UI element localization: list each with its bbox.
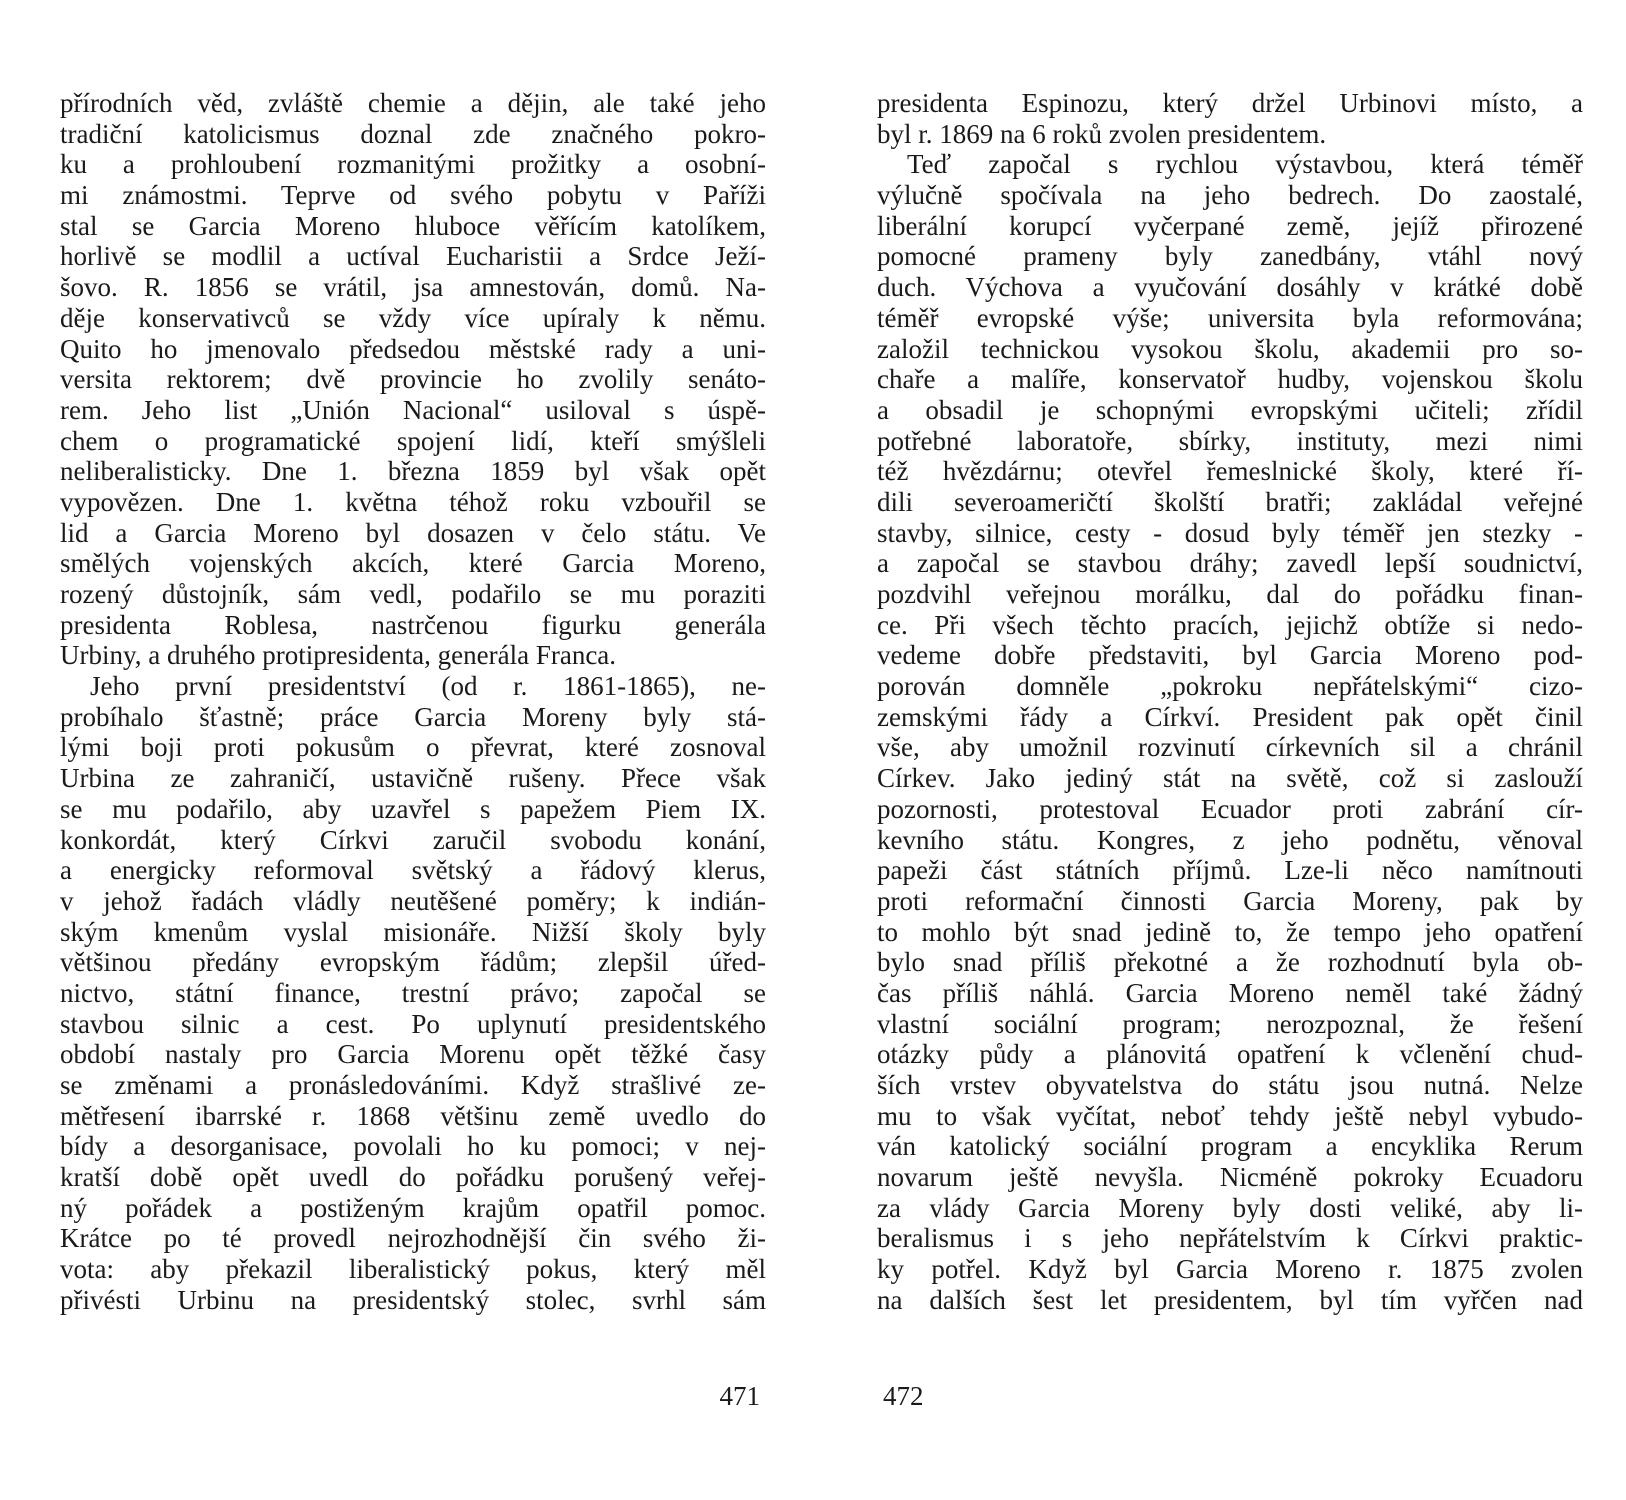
text-line: přivésti Urbinu na presidentský stolec, svrhl sám (60, 1284, 766, 1315)
text-line: lid a Garcia Moreno byl dosazen v čelo státu. Ve (60, 517, 766, 548)
text-line: papeži část státních příjmů. Lze-li něco namítnouti (877, 855, 1583, 886)
text-line: ky potřel. Když byl Garcia Moreno r. 1875 zvolen (877, 1254, 1583, 1285)
page-number: 471 (719, 1381, 760, 1411)
text-line: presidenta Roblesa, nastrčenou figurku generála (60, 609, 766, 640)
text-line: v jehož řadách vládly neutěšené poměry; k indián- (60, 885, 766, 916)
text-line: ších vrstev obyvatelstva do státu jsou nutná. Nelze (877, 1070, 1583, 1100)
text-line: ce. Při všech těchto pracích, jejichž obtíže si nedo- (877, 609, 1583, 640)
text-line: duch. Výchova a vyučování dosáhly v krátké době (877, 272, 1583, 303)
text-line: novarum ještě nevyšla. Nicméně pokroky Ecuadoru (877, 1162, 1583, 1193)
text-line: beralismus i s jeho nepřátelstvím k Církvi praktic- (877, 1223, 1583, 1254)
text-line: nictvo, státní finance, trestní právo; započal se (60, 977, 766, 1008)
text-line: a energicky reformoval světský a řádový klerus, (60, 855, 766, 886)
text-line: to mohlo být snad jedině to, že tempo jeho opatření (877, 916, 1583, 947)
text-line: bylo snad příliš překotné a že rozhodnutí byla ob- (877, 947, 1583, 978)
text-line: pozornosti, protestoval Ecuador proti zabrání cír- (877, 793, 1583, 824)
text-line: versita rektorem; dvě provincie ho zvolily senáto- (60, 364, 766, 395)
text-line: vlastní sociální program; nerozpoznal, že řešení (877, 1008, 1583, 1039)
text-line: přírodních věd, zvláště chemie a dějin, ale také jeho (60, 88, 766, 118)
text-line: stavbou silnic a cest. Po uplynutí presidentského (60, 1008, 766, 1039)
text-line: probíhalo šťastně; práce Garcia Moreny byly stá- (60, 701, 766, 732)
text-line: děje konservativců se vždy více upíraly k němu. (60, 302, 766, 333)
text-line: vše, aby umožnil rozvinutí církevních sil a chránil (877, 732, 1583, 763)
text-line: ským kmenům vyslal misionáře. Nižší školy byly (60, 916, 766, 947)
text-line: chaře a malíře, konservatoř hudby, vojenskou školu (877, 364, 1583, 395)
text-line: horlivě se modlil a uctíval Eucharistii a Srdce Ježí- (60, 241, 766, 272)
text-line: lými boji proti pokusům o převrat, které zosnoval (60, 732, 766, 763)
text-line: Quito ho jmenovalo předsedou městské rady a uni- (60, 333, 766, 364)
text-line: rozený důstojník, sám vedl, podařilo se mu poraziti (60, 579, 766, 609)
text-line: též hvězdárnu; otevřel řemeslnické školy, které ří- (877, 456, 1583, 487)
text-line: kratší době opět uvedl do pořádku porušený veřej- (60, 1162, 766, 1193)
text-line: liberální korupcí vyčerpané země, jejíž přirozené (877, 210, 1583, 241)
text-line: se mu podařilo, aby uzavřel s papežem Piem IX. (60, 793, 766, 824)
text-line: pozdvihl veřejnou morálku, dal do pořádku finan- (877, 579, 1583, 609)
text-line: mu to však vyčítat, neboť tehdy ještě nebyl vybudo- (877, 1100, 1583, 1131)
text-line: ný pořádek a postiženým krajům opatřil pomoc. (60, 1192, 766, 1223)
text-line: presidenta Espinozu, který držel Urbinovi místo, a (877, 88, 1583, 118)
text-line: se změnami a pronásledováními. Když strašlivé ze- (60, 1070, 766, 1100)
text-line: Církev. Jako jediný stát na světě, což si zaslouží (877, 763, 1583, 794)
text-line: období nastaly pro Garcia Morenu opět těžké časy (60, 1039, 766, 1070)
right-page-text (877, 88, 1583, 1316)
left-page-text (60, 88, 766, 1316)
text-line: Jeho první presidentství (od r. 1861-1865), ne- (90, 671, 766, 702)
text-line: chem o programatické spojení lidí, kteří smýšleli (60, 425, 766, 456)
text-line: neliberalisticky. Dne 1. března 1859 byl však opět (60, 456, 766, 487)
text-line: ván katolický sociální program a encyklika Rerum (877, 1131, 1583, 1162)
text-line: Urbiny, a druhého protipresidenta, generála Franca. (60, 640, 617, 671)
text-line: a obsadil je schopnými evropskými učiteli; zřídil (877, 394, 1583, 425)
text-line: konkordát, který Církvi zaručil svobodu konání, (60, 824, 766, 855)
text-line: porován domněle „pokroku nepřátelskými“ cizo- (877, 671, 1583, 702)
text-line: proti reformační činnosti Garcia Moreny, pak by (877, 885, 1583, 916)
text-line: ku a prohloubení rozmanitými prožitky a osobní- (60, 149, 766, 180)
text-line: potřebné laboratoře, sbírky, instituty, mezi nimi (877, 425, 1583, 456)
text-line: mětřesení ibarrské r. 1868 většinu země uvedlo do (60, 1100, 766, 1131)
text-line: vedeme dobře představiti, byl Garcia Moreno pod- (877, 640, 1583, 671)
text-line: rem. Jeho list „Unión Nacional“ usiloval s úspě- (60, 394, 766, 425)
text-line: Krátce po té provedl nejrozhodnější čin svého ži- (60, 1223, 766, 1254)
text-line: byl r. 1869 na 6 roků zvolen presidentem. (877, 118, 1327, 149)
text-line: smělých vojenských akcích, které Garcia Moreno, (60, 548, 766, 579)
text-line: tradiční katolicismus doznal zde značného pokro- (60, 118, 766, 149)
text-line: vota: aby překazil liberalistický pokus, který měl (60, 1254, 766, 1285)
text-line: za vlády Garcia Moreny byly dosti veliké, aby li- (877, 1192, 1583, 1223)
text-line: mi známostmi. Teprve od svého pobytu v Paříži (60, 180, 766, 211)
text-line: a započal se stavbou dráhy; zavedl lepší soudnictví, (877, 548, 1583, 579)
text-line: Urbina ze zahraničí, ustavičně rušeny. Přece však (60, 763, 766, 794)
text-line: otázky půdy a plánovitá opatření k včlenění chud- (877, 1039, 1583, 1070)
text-line: výlučně spočívala na jeho bedrech. Do zaostalé, (877, 180, 1583, 211)
text-line: na dalších šest let presidentem, byl tím vyřčen nad (877, 1284, 1583, 1315)
text-line: dili severoameričtí školští bratři; zakládal veřejné (877, 486, 1583, 517)
text-line: bídy a desorganisace, povolali ho ku pomoci; v nej- (60, 1131, 766, 1162)
text-line: většinou předány evropským řádům; zlepšil úřed- (60, 947, 766, 978)
text-line: stal se Garcia Moreno hluboce věřícím katolíkem, (60, 210, 766, 241)
text-line: šovo. R. 1856 se vrátil, jsa amnestován, domů. Na- (60, 272, 766, 303)
left-page (60, 88, 766, 1468)
text-line: kevního státu. Kongres, z jeho podnětu, věnoval (877, 824, 1583, 855)
right-page (877, 88, 1583, 1468)
text-line: založil technickou vysokou školu, akademii pro so- (877, 333, 1583, 364)
text-line: zemskými řády a Církví. President pak opět činil (877, 701, 1583, 732)
text-line: čas příliš náhlá. Garcia Moreno neměl také žádný (877, 977, 1583, 1008)
text-line: Teď započal s rychlou výstavbou, která téměř (907, 149, 1583, 180)
text-line: vypovězen. Dne 1. května téhož roku vzbouřil se (60, 486, 766, 517)
text-line: stavby, silnice, cesty - dosud byly téměř jen stezky - (877, 517, 1583, 548)
page-number: 472 (883, 1381, 924, 1411)
text-line: téměř evropské výše; universita byla reformována; (877, 302, 1583, 333)
text-line: pomocné prameny byly zanedbány, vtáhl nový (877, 241, 1583, 272)
